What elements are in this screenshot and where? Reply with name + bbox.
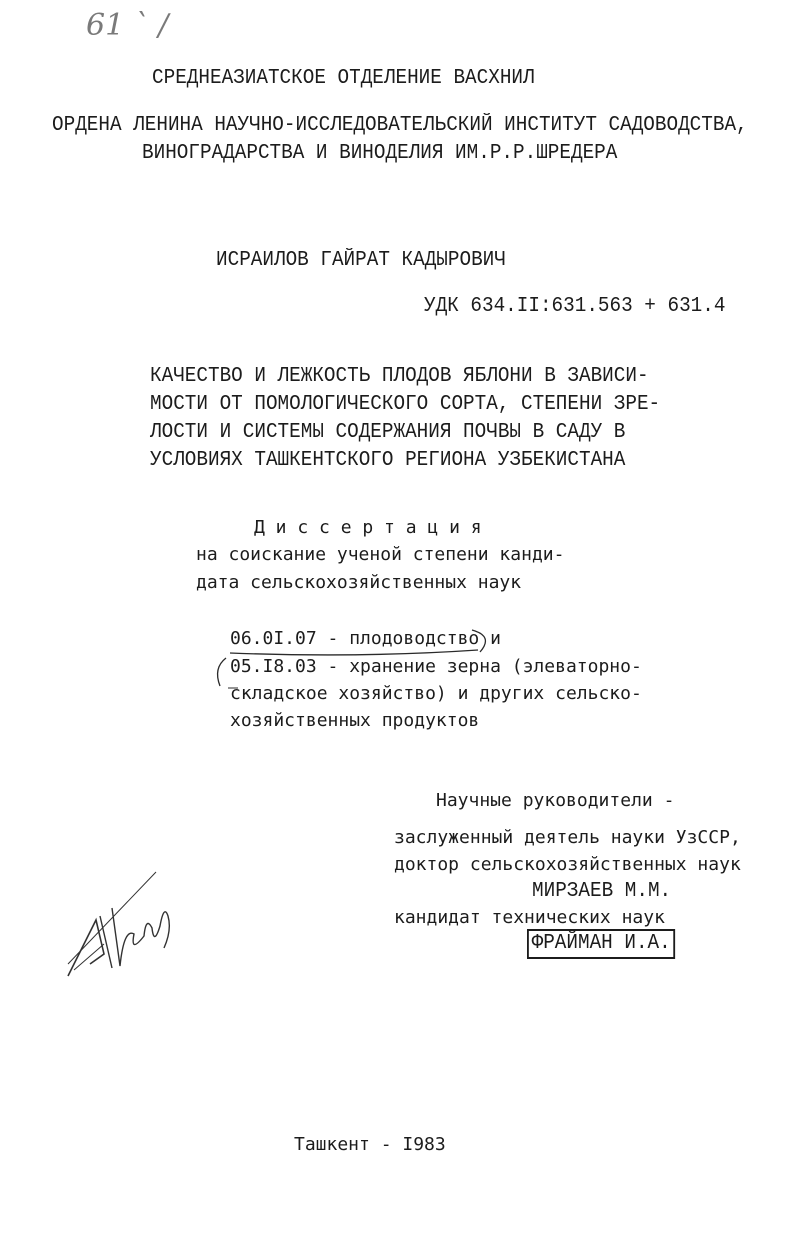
title-line-2: МОСТИ ОТ ПОМОЛОГИЧЕСКОГО СОРТА, СТЕПЕНИ ЗРЕ- xyxy=(150,393,661,416)
dissertation-heading: Д и с с е р т а ц и я xyxy=(254,517,482,538)
specialty-3: складское хозяйство) и других сельско- xyxy=(230,683,642,704)
supervisor-title-3: кандидат технических наук xyxy=(394,907,665,928)
title-line-1: КАЧЕСТВО И ЛЕЖКОСТЬ ПЛОДОВ ЯБЛОНИ В ЗАВИСИ- xyxy=(150,365,649,388)
supervisor-name-1: МИРЗАЕВ М.М. xyxy=(532,880,672,903)
org-line-2: ОРДЕНА ЛЕНИНА НАУЧНО-ИССЛЕДОВАТЕЛЬСКИЙ ИНСТИТУТ САДОВОДСТВА, xyxy=(52,114,748,137)
supervisor-title-1: заслуженный деятель науки УзССР, xyxy=(394,827,741,848)
title-line-4: УСЛОВИЯХ ТАШКЕНТСКОГО РЕГИОНА УЗБЕКИСТАНА xyxy=(150,449,626,472)
supervisor-name-2 xyxy=(527,933,675,954)
title-line-3: ЛОСТИ И СИСТЕМЫ СОДЕРЖАНИЯ ПОЧВЫ В САДУ В xyxy=(150,421,626,444)
supervisor-title-2: доктор сельскохозяйственных наук xyxy=(394,854,741,875)
place-and-year: Ташкент - I983 xyxy=(294,1134,446,1155)
specialty-4: хозяйственных продуктов xyxy=(230,710,480,731)
specialty-1: 06.0I.07 - плодоводство и xyxy=(230,628,501,649)
pen-mark-underline xyxy=(210,620,510,700)
signature xyxy=(60,868,190,988)
udk-code: УДК 634.II:631.563 + 631.4 xyxy=(424,295,726,318)
specialty-2: 05.I8.03 - хранение зерна (элеваторно- xyxy=(230,656,642,677)
dissertation-line-2: дата сельскохозяйственных наук xyxy=(196,572,522,593)
archive-mark: 61 ` / xyxy=(86,8,169,43)
org-line-3: ВИНОГРАДАРСТВА И ВИНОДЕЛИЯ ИМ.Р.Р.ШРЕДЕРА xyxy=(142,142,618,165)
dissertation-line-1: на соискание ученой степени канди- xyxy=(196,544,565,565)
author-name: ИСРАИЛОВ ГАЙРАТ КАДЫРОВИЧ xyxy=(216,249,506,272)
supervisors-heading: Научные руководители - xyxy=(436,790,675,811)
supervisor-name-2-box: ФРАЙМАН И.А. xyxy=(527,929,675,959)
org-line-1: СРЕДНЕАЗИАТСКОЕ ОТДЕЛЕНИЕ ВАСХНИЛ xyxy=(152,67,535,90)
